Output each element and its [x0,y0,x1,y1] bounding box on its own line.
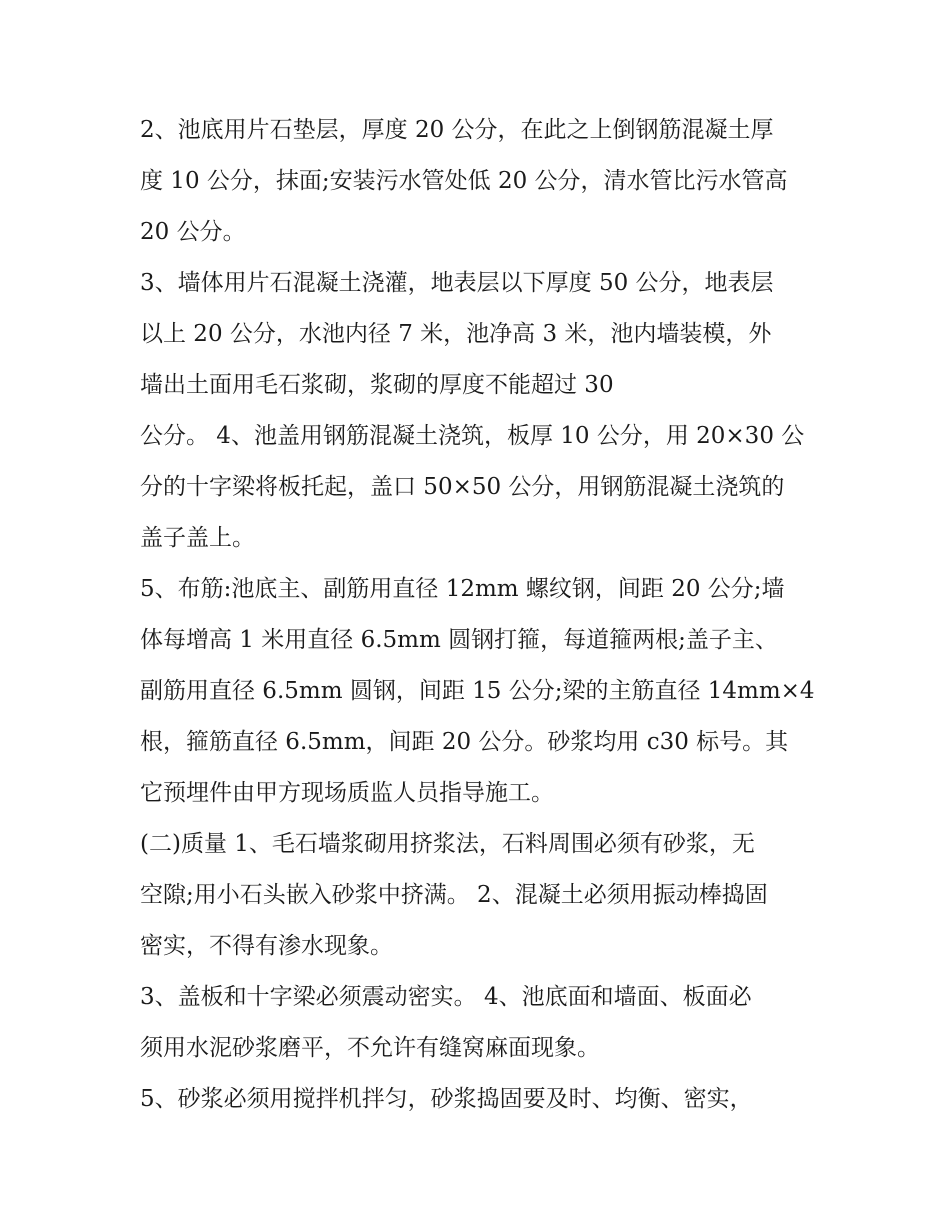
text-line: 空隙;用小石头嵌入砂浆中挤满。 2、混凝土必须用振动棒捣固 [140,882,768,908]
text-line: 度 10 公分，抹面;安装污水管处低 20 公分，清水管比污水管高 [140,168,788,194]
text-line: 根，箍筋直径 6.5mm，间距 20 公分。砂浆均用 c30 标号。其 [140,729,789,755]
text-line: 分的十字梁将板托起，盖口 50×50 公分，用钢筋混凝土浇筑的 [140,474,785,500]
text-line: 5、布筋:池底主、副筋用直径 12mm 螺纹钢，间距 20 公分;墙 [140,576,785,602]
text-line: 它预埋件由甲方现场质监人员指导施工。 [140,780,554,806]
text-line: 2、池底用片石垫层，厚度 20 公分，在此之上倒钢筋混凝土厚 [140,117,774,143]
text-line: 副筋用直径 6.5mm 圆钢，间距 15 公分;梁的主筋直径 14mm×4 [140,678,815,704]
text-line: 3、墙体用片石混凝土浇灌，地表层以下厚度 50 公分，地表层 [140,270,774,296]
text-line: 体每增高 1 米用直径 6.5mm 圆钢打箍，每道箍两根;盖子主、 [140,627,778,653]
text-line: 5、砂浆必须用搅拌机拌匀，砂浆捣固要及时、均衡、密实， [140,1086,753,1112]
text-line: 3、盖板和十字梁必须震动密实。 4、池底面和墙面、板面必 [140,984,752,1010]
text-line: 盖子盖上。 [140,525,255,551]
text-line: 密实，不得有渗水现象。 [140,933,393,959]
text-line: 墙出土面用毛石浆砌，浆砌的厚度不能超过 30 [140,372,614,398]
text-line: 20 公分。 [140,219,246,245]
document-body [140,105,820,1125]
text-line: 须用水泥砂浆磨平，不允许有缝窝麻面现象。 [140,1035,600,1061]
text-line: (二)质量 1、毛石墙浆砌用挤浆法，石料周围必须有砂浆，无 [140,831,755,857]
text-line: 公分。 4、池盖用钢筋混凝土浇筑，板厚 10 公分，用 20×30 公 [140,423,805,449]
text-line: 以上 20 公分，水池内径 7 米，池净高 3 米，池内墙装模，外 [140,321,772,347]
